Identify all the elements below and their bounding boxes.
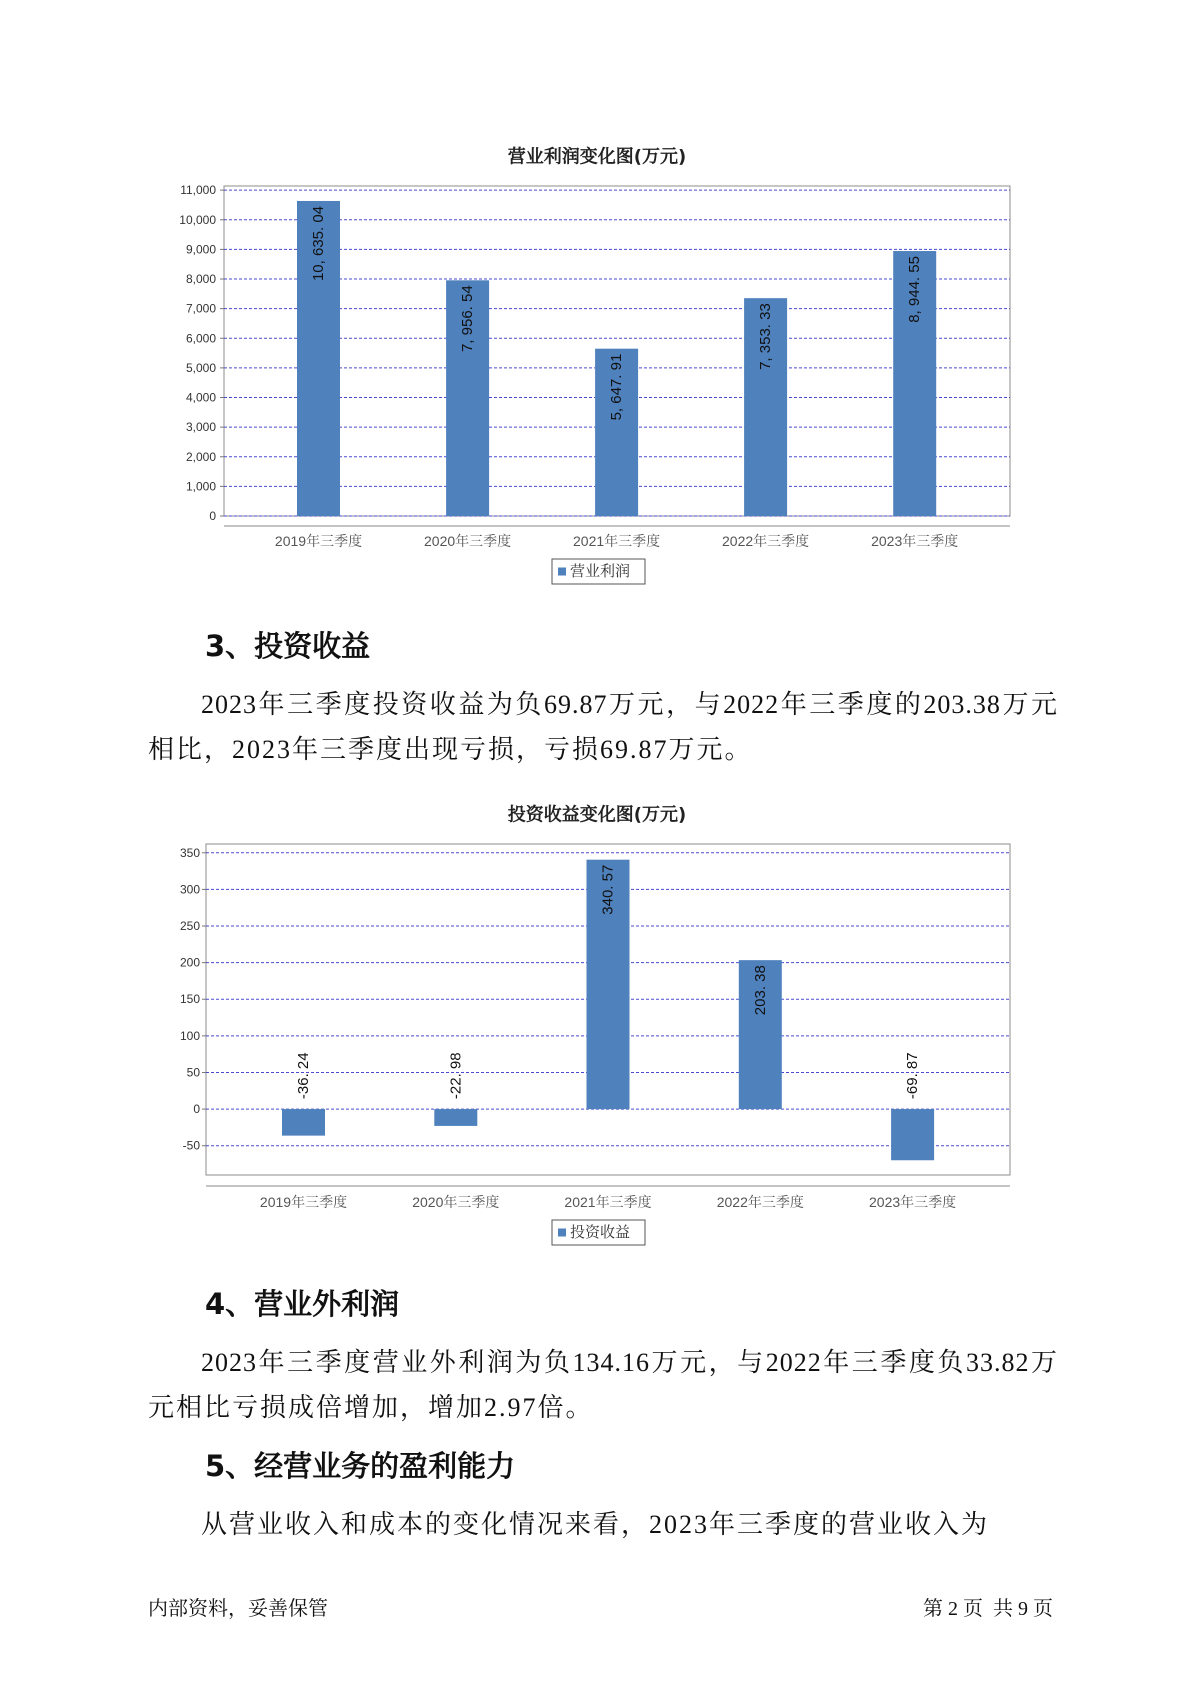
y-tick-label: 250 <box>179 919 200 934</box>
legend-label: 营业利润 <box>570 563 631 580</box>
y-tick-label: 0 <box>193 1102 200 1117</box>
bar-value-label: 203. 38 <box>751 965 769 1016</box>
y-tick-label: 300 <box>179 882 200 897</box>
x-tick-label: 2021年三季度 <box>573 533 661 549</box>
y-tick-label: 100 <box>179 1028 200 1043</box>
legend-swatch <box>558 1229 566 1237</box>
x-tick-label: 2020年三季度 <box>412 1194 500 1210</box>
bar-value-label: 7, 353. 33 <box>757 303 775 370</box>
bar-value-label: 8, 944. 55 <box>906 256 924 323</box>
y-tick-label: 2,000 <box>185 449 216 464</box>
paragraph-line: 元相比亏损成倍增加，增加2.97倍。 <box>148 1393 594 1422</box>
bar-2023-q3 <box>891 1109 934 1160</box>
bar-value-label: 7, 956. 54 <box>459 285 477 353</box>
section-5-paragraph <box>148 1502 1058 1547</box>
x-tick-label: 2022年三季度 <box>722 533 810 549</box>
y-tick-label: 350 <box>179 845 200 860</box>
legend-label: 投资收益 <box>570 1224 631 1241</box>
chart-title: 营业利润变化图(万元) <box>507 146 687 168</box>
investment-income-chart <box>0 780 1191 1260</box>
x-tick-label: 2023年三季度 <box>871 533 959 549</box>
y-tick-label: 50 <box>186 1065 200 1080</box>
y-tick-label: -50 <box>182 1138 200 1153</box>
y-tick-label: 6,000 <box>185 331 216 346</box>
bar-2019-q3 <box>282 1109 325 1136</box>
paragraph-line: 相比，2023年三季度出现亏损，亏损69.87万元。 <box>148 735 753 764</box>
legend-swatch <box>558 568 566 576</box>
x-tick-label: 2023年三季度 <box>869 1194 957 1210</box>
footer-page-number: 第 2 页 共 9 页 <box>923 1598 1053 1620</box>
y-tick-label: 8,000 <box>185 272 216 287</box>
paragraph-line: 2023年三季度投资收益为负69.87万元，与2022年三季度的203.38万元 <box>201 690 1058 719</box>
bar-2020-q3 <box>434 1109 477 1126</box>
footer-confidential-note: 内部资料，妥善保管 <box>148 1598 328 1620</box>
bar-value-label: -69. 87 <box>904 1052 922 1100</box>
section-5-heading: 5、经营业务的盈利能力 <box>205 1449 516 1483</box>
paragraph-line: 2023年三季度营业外利润为负134.16万元，与2022年三季度负33.82万 <box>201 1348 1058 1377</box>
bar-value-label: 340. 57 <box>599 864 617 915</box>
section-3-heading: 3、投资收益 <box>205 629 371 663</box>
y-tick-label: 200 <box>179 955 200 970</box>
y-tick-label: 7,000 <box>185 301 216 316</box>
x-tick-label: 2021年三季度 <box>564 1194 652 1210</box>
section-4-heading: 4、营业外利润 <box>205 1287 400 1321</box>
x-tick-label: 2020年三季度 <box>424 533 512 549</box>
section-3-paragraph <box>148 682 1058 772</box>
bar-value-label: -22. 98 <box>447 1052 465 1100</box>
y-tick-label: 10,000 <box>179 212 216 227</box>
operating-profit-chart <box>0 120 1191 600</box>
y-tick-label: 4,000 <box>185 390 216 405</box>
chart-title: 投资收益变化图(万元) <box>507 804 687 826</box>
section-4-paragraph <box>148 1340 1058 1430</box>
bar-value-label: -36. 24 <box>295 1052 312 1100</box>
x-tick-label: 2019年三季度 <box>259 1194 348 1210</box>
paragraph-line: 从营业收入和成本的变化情况来看，2023年三季度的营业收入为 <box>201 1510 990 1539</box>
y-tick-label: 0 <box>209 509 216 523</box>
y-tick-label: 11,000 <box>180 183 216 198</box>
y-tick-label: 150 <box>179 992 200 1007</box>
bar-value-label: 10, 635. 04 <box>310 205 327 282</box>
y-tick-label: 9,000 <box>185 242 216 257</box>
y-tick-label: 5,000 <box>185 360 216 375</box>
y-tick-label: 1,000 <box>185 479 216 494</box>
bar-value-label: 5, 647. 91 <box>608 353 626 421</box>
x-tick-label: 2019年三季度 <box>274 533 363 549</box>
y-tick-label: 3,000 <box>185 420 216 435</box>
x-tick-label: 2022年三季度 <box>716 1194 804 1210</box>
